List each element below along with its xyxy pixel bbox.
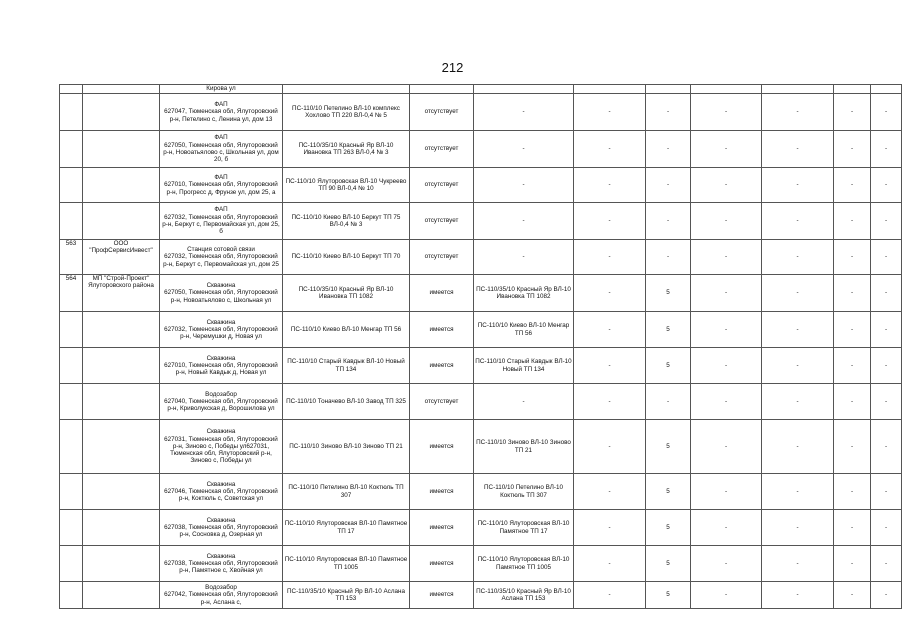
col-7-cell: - (574, 94, 646, 131)
col-9-cell: - (691, 510, 762, 546)
status-cell: имеется (410, 312, 474, 348)
col-12-cell: - (871, 240, 902, 275)
connection-point-cell: ПС-110/35/10 Красный Яр ВЛ-10 Аслана ТП 153 (474, 582, 574, 609)
connection-point-cell: ПС-110/10 Зиново ВЛ-10 Зиново ТП 21 (474, 420, 574, 474)
organization-cell (83, 131, 160, 168)
col-12-cell: - (871, 510, 902, 546)
connection-point-cell: ПС-110/10 Киево ВЛ-10 Менгар ТП 56 (474, 312, 574, 348)
power-source-cell: ПС-110/10 Петелино ВЛ-10 комплекс Хохлово ТП 220 ВЛ-0,4 № 5 (283, 94, 410, 131)
col-8-cell: - (646, 94, 691, 131)
connection-point-cell: ПС-110/10 Старый Кавдык ВЛ-10 Новый ТП 134 (474, 348, 574, 384)
status-cell: отсутствует (410, 203, 474, 240)
col-11-cell: - (834, 94, 871, 131)
col-10-cell: - (762, 240, 834, 275)
power-source-cell: ПС-110/10 Ялуторовская ВЛ-10 Памятное ТП 17 (283, 510, 410, 546)
connection-point-cell: - (474, 94, 574, 131)
col-10-cell: - (762, 384, 834, 420)
col-11-cell: - (834, 582, 871, 609)
col-9-cell: - (691, 348, 762, 384)
status-cell: отсутствует (410, 94, 474, 131)
col-12-cell: - (871, 312, 902, 348)
organization-cell (83, 168, 160, 203)
power-source-cell: ПС-110/35/10 Красный Яр ВЛ-10 Ивановка ТП 1082 (283, 275, 410, 312)
object-address-cell: ФАП 627010, Тюменская обл, Ялуторовский р-н, Прогресс д, Фрунзе ул, дом 25, а (160, 168, 283, 203)
table-row (60, 168, 902, 203)
col-10-cell: - (762, 546, 834, 582)
col-9-cell: - (691, 131, 762, 168)
organization-cell: МП "Строй-Проект" Ялуторовского района (83, 275, 160, 312)
col-7-cell: - (574, 474, 646, 510)
col-12-cell: - (871, 474, 902, 510)
col-12-cell (871, 85, 902, 94)
col-10-cell: - (762, 582, 834, 609)
col-11-cell: - (834, 203, 871, 240)
row-number-cell (60, 312, 83, 348)
object-address-cell: Водозабор 627040, Тюменская обл, Ялуторовский р-н, Криволукская д, Ворошилова ул (160, 384, 283, 420)
col-9-cell: - (691, 94, 762, 131)
power-source-cell: ПС-110/10 Тоначево ВЛ-10 Завод ТП 325 (283, 384, 410, 420)
col-11-cell: - (834, 348, 871, 384)
organization-cell (83, 474, 160, 510)
status-cell: имеется (410, 546, 474, 582)
col-11-cell: - (834, 546, 871, 582)
col-9-cell: - (691, 474, 762, 510)
col-9-cell: - (691, 546, 762, 582)
col-9-cell: - (691, 240, 762, 275)
col-7-cell: - (574, 203, 646, 240)
col-7-cell (574, 85, 646, 94)
connection-point-cell: - (474, 168, 574, 203)
col-9-cell: - (691, 312, 762, 348)
col-10-cell: - (762, 348, 834, 384)
table-row (60, 348, 902, 384)
col-7-cell: - (574, 348, 646, 384)
connection-point-cell: ПС-110/35/10 Красный Яр ВЛ-10 Ивановка ТП 1082 (474, 275, 574, 312)
col-7-cell: - (574, 582, 646, 609)
col-10-cell: - (762, 94, 834, 131)
col-8-cell: - (646, 240, 691, 275)
col-12-cell: - (871, 384, 902, 420)
col-11-cell: - (834, 275, 871, 312)
col-10-cell: - (762, 168, 834, 203)
organization-cell (83, 203, 160, 240)
col-8-cell: - (646, 203, 691, 240)
col-8-cell: 5 (646, 546, 691, 582)
col-8-cell: - (646, 168, 691, 203)
col-9-cell: - (691, 168, 762, 203)
connection-point-cell: ПС-110/10 Ялуторовская ВЛ-10 Памятное ТП 1005 (474, 546, 574, 582)
connection-point-cell: ПС-110/10 Ялуторовская ВЛ-10 Памятное ТП 17 (474, 510, 574, 546)
col-12-cell: - (871, 131, 902, 168)
status-cell: имеется (410, 348, 474, 384)
organization-cell (83, 582, 160, 609)
col-11-cell: - (834, 312, 871, 348)
connection-point-cell: - (474, 203, 574, 240)
row-number-cell (60, 384, 83, 420)
col-11-cell: - (834, 168, 871, 203)
table-row (60, 420, 902, 474)
col-11-cell: - (834, 384, 871, 420)
object-address-cell: ФАП 627050, Тюменская обл, Ялуторовский р-н, Новоатьялово с, Школьная ул, дом 20, б (160, 131, 283, 168)
col-12-cell: - (871, 168, 902, 203)
row-number-cell: 564 (60, 275, 83, 312)
table-row (60, 474, 902, 510)
status-cell: отсутствует (410, 240, 474, 275)
table-row (60, 85, 902, 94)
organization-cell (83, 312, 160, 348)
col-7-cell: - (574, 168, 646, 203)
col-9-cell: - (691, 275, 762, 312)
col-7-cell: - (574, 131, 646, 168)
col-10-cell: - (762, 474, 834, 510)
row-number-cell (60, 348, 83, 384)
table-row (60, 312, 902, 348)
col-9-cell (691, 85, 762, 94)
power-source-cell: ПС-110/10 Старый Кавдык ВЛ-10 Новый ТП 134 (283, 348, 410, 384)
col-9-cell: - (691, 203, 762, 240)
connection-point-cell: ПС-110/10 Петелино ВЛ-10 Коктюль ТП 307 (474, 474, 574, 510)
col-10-cell: - (762, 131, 834, 168)
col-8-cell: 5 (646, 312, 691, 348)
object-address-cell: Скважина 627038, Тюменская обл, Ялуторовский р-н, Памятное с, Хвойная ул (160, 546, 283, 582)
row-number-cell (60, 510, 83, 546)
row-number-cell (60, 131, 83, 168)
status-cell: имеется (410, 275, 474, 312)
row-number-cell (60, 94, 83, 131)
connection-point-cell: - (474, 131, 574, 168)
col-8-cell: 5 (646, 275, 691, 312)
organization-cell (83, 384, 160, 420)
organization-cell (83, 85, 160, 94)
object-address-cell: Станция сотовой связи 627032, Тюменская обл, Ялуторовский р-н, Беркут с, Первомайская ул, дом 25 (160, 240, 283, 275)
col-7-cell: - (574, 420, 646, 474)
object-address-cell: Скважина 627050, Тюменская обл, Ялуторовский р-н, Новоатьялово с, Школьная ул (160, 275, 283, 312)
status-cell: отсутствует (410, 131, 474, 168)
col-9-cell: - (691, 384, 762, 420)
power-source-cell: ПС-110/10 Петелино ВЛ-10 Коктюль ТП 307 (283, 474, 410, 510)
col-12-cell: - (871, 546, 902, 582)
organization-cell (83, 94, 160, 131)
power-source-cell: ПС-110/10 Ялуторовская ВЛ-10 Памятное ТП 1005 (283, 546, 410, 582)
object-address-cell: Скважина 627010, Тюменская обл, Ялуторовский р-н, Новый Кавдык д, Новая ул (160, 348, 283, 384)
row-number-cell (60, 168, 83, 203)
connection-point-cell (474, 85, 574, 94)
col-10-cell: - (762, 203, 834, 240)
table-row (60, 131, 902, 168)
power-source-cell: ПС-110/10 Зиново ВЛ-10 Зиново ТП 21 (283, 420, 410, 474)
col-12-cell: - (871, 420, 902, 474)
col-9-cell: - (691, 582, 762, 609)
organization-cell (83, 510, 160, 546)
row-number-cell (60, 546, 83, 582)
table-row (60, 582, 902, 609)
col-8-cell: 5 (646, 582, 691, 609)
table-row (60, 510, 902, 546)
power-source-cell: ПС-110/35/10 Красный Яр ВЛ-10 Ивановка ТП 263 ВЛ-0,4 № 3 (283, 131, 410, 168)
object-address-cell: Скважина 627046, Тюменская обл, Ялуторовский р-н, Коктюль с, Советская ул (160, 474, 283, 510)
col-7-cell: - (574, 384, 646, 420)
row-number-cell (60, 203, 83, 240)
col-8-cell: - (646, 384, 691, 420)
connection-point-cell: - (474, 240, 574, 275)
col-8-cell: 5 (646, 420, 691, 474)
object-address-cell: Скважина 627032, Тюменская обл, Ялуторовский р-н, Черемушки д, Новая ул (160, 312, 283, 348)
object-address-cell: ФАП 627032, Тюменская обл, Ялуторовский р-н, Беркут с, Первомайская ул, дом 25, б (160, 203, 283, 240)
col-8-cell: 5 (646, 348, 691, 384)
row-number-cell (60, 582, 83, 609)
organization-cell (83, 420, 160, 474)
status-cell: имеется (410, 582, 474, 609)
col-11-cell: - (834, 510, 871, 546)
col-10-cell: - (762, 312, 834, 348)
object-address-cell: Водозабор 627042, Тюменская обл, Ялуторовский р-н, Аслана с, (160, 582, 283, 609)
row-number-cell (60, 420, 83, 474)
row-number-cell (60, 474, 83, 510)
table-row (60, 203, 902, 240)
object-address-cell: ФАП 627047, Тюменская обл, Ялуторовский р-н, Петелино с, Ленина ул, дом 13 (160, 94, 283, 131)
col-12-cell: - (871, 582, 902, 609)
col-9-cell: - (691, 420, 762, 474)
row-number-cell (60, 85, 83, 94)
power-source-cell: ПС-110/10 Киево ВЛ-10 Менгар ТП 56 (283, 312, 410, 348)
organization-cell (83, 348, 160, 384)
table-row (60, 94, 902, 131)
col-7-cell: - (574, 240, 646, 275)
object-address-cell: Кирова ул (160, 85, 283, 94)
table-row (60, 275, 902, 312)
status-cell (410, 85, 474, 94)
col-10-cell (762, 85, 834, 94)
status-cell: отсутствует (410, 384, 474, 420)
status-cell: отсутствует (410, 168, 474, 203)
col-7-cell: - (574, 510, 646, 546)
col-10-cell: - (762, 510, 834, 546)
data-table (59, 84, 902, 609)
power-source-cell: ПС-110/10 Киево ВЛ-10 Беркут ТП 70 (283, 240, 410, 275)
power-source-cell (283, 85, 410, 94)
status-cell: имеется (410, 510, 474, 546)
power-source-cell: ПС-110/10 Ялуторовская ВЛ-10 Чукреево ТП 90 ВЛ-0,4 № 10 (283, 168, 410, 203)
table-row (60, 546, 902, 582)
col-10-cell: - (762, 420, 834, 474)
col-12-cell: - (871, 203, 902, 240)
power-source-cell: ПС-110/10 Киево ВЛ-10 Беркут ТП 75 ВЛ-0,4 № 3 (283, 203, 410, 240)
organization-cell: ООО "ПрофСервисИнвест" (83, 240, 160, 275)
col-8-cell: 5 (646, 474, 691, 510)
connection-point-cell: - (474, 384, 574, 420)
object-address-cell: Скважина 627031, Тюменская обл, Ялуторовский р-н, Зиново с, Победы ул627031, Тюменская обл, Ялуторовский р-н, Зиново с, Победы ул (160, 420, 283, 474)
object-address-cell: Скважина 627038, Тюменская обл, Ялуторовский р-н, Сосновка д, Озерная ул (160, 510, 283, 546)
col-11-cell: - (834, 240, 871, 275)
col-7-cell: - (574, 275, 646, 312)
col-10-cell: - (762, 275, 834, 312)
col-12-cell: - (871, 275, 902, 312)
col-11-cell: - (834, 420, 871, 474)
table-row (60, 240, 902, 275)
col-11-cell: - (834, 474, 871, 510)
page-number: 212 (441, 60, 464, 75)
col-11-cell: - (834, 131, 871, 168)
status-cell: имеется (410, 420, 474, 474)
col-8-cell (646, 85, 691, 94)
col-12-cell: - (871, 348, 902, 384)
col-8-cell: 5 (646, 510, 691, 546)
col-7-cell: - (574, 546, 646, 582)
power-source-cell: ПС-110/35/10 Красный Яр ВЛ-10 Аслана ТП 153 (283, 582, 410, 609)
col-11-cell (834, 85, 871, 94)
col-12-cell: - (871, 94, 902, 131)
col-8-cell: - (646, 131, 691, 168)
organization-cell (83, 546, 160, 582)
col-7-cell: - (574, 312, 646, 348)
status-cell: имеется (410, 474, 474, 510)
table-row (60, 384, 902, 420)
row-number-cell: 563 (60, 240, 83, 275)
